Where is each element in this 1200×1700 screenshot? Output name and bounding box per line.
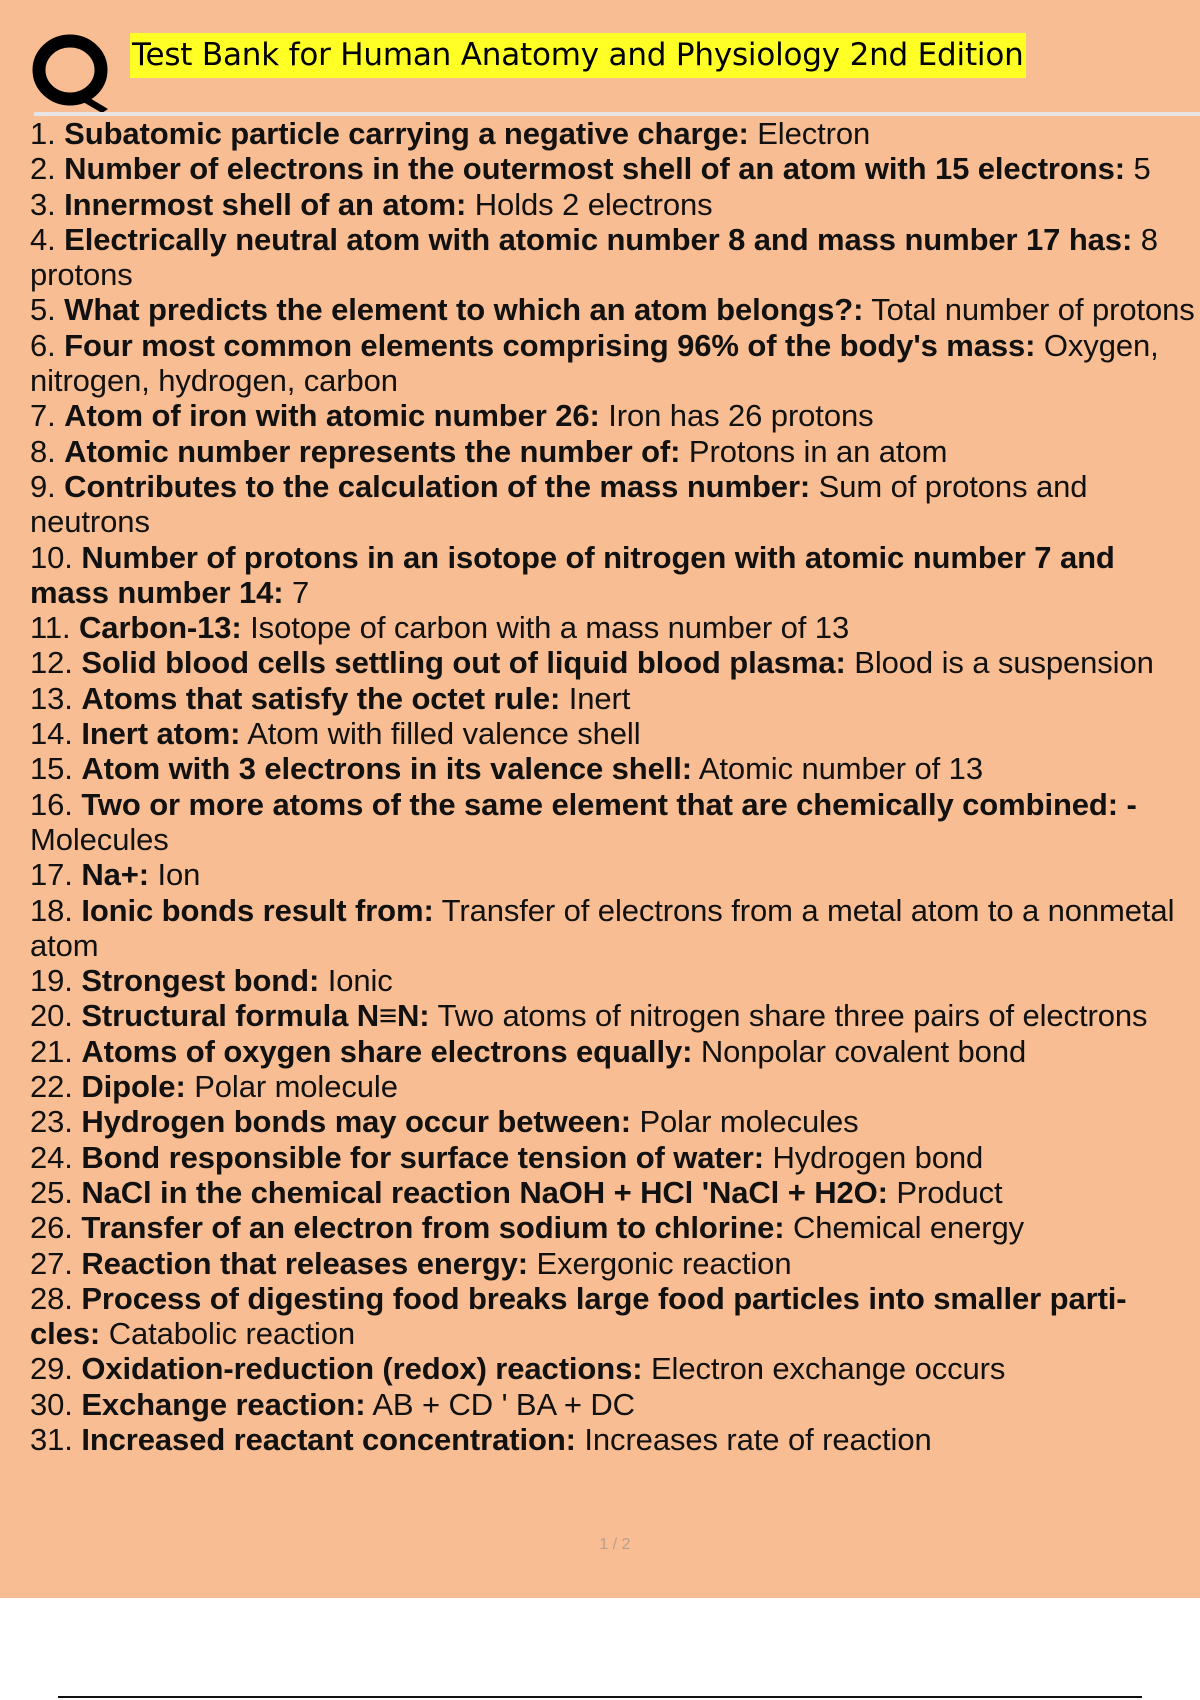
list-item [30,1422,1200,1457]
item-answer: Ion [157,857,201,893]
item-question: Carbon-13: [79,610,242,646]
item-answer: Atomic number of 13 [698,751,983,787]
item-number: 2. [30,151,56,187]
item-question: Increased reactant concentration: [81,1421,576,1457]
list-item [30,469,1200,540]
item-question: Structural formula N≡N: [81,998,430,1034]
list-item [30,151,1200,186]
item-number: 3. [30,186,56,222]
item-question: Atomic number represents the number of: [64,433,681,469]
list-item [30,1175,1200,1210]
item-question: Subatomic particle carrying a negative charge: [64,116,749,151]
q-logo-icon [32,33,110,113]
item-answer: Nonpolar covalent bond [700,1033,1027,1069]
item-answer: Protons in an atom [688,433,948,469]
list-item [30,787,1200,858]
item-answer: Holds 2 electrons [474,186,713,222]
item-answer: Electron exchange occurs [650,1351,1006,1387]
page-indicator: 1 / 2 [599,1536,631,1553]
item-number: 28. [30,1280,73,1316]
list-item [30,751,1200,786]
item-number: 6. [30,327,56,363]
item-answer: Oxygen, nitrogen, hydrogen, carbon [30,327,1168,399]
item-question: Exchange reaction: [81,1386,366,1422]
item-answer: Hydrogen bond [772,1139,984,1175]
item-question: Oxidation-reduction (redox) reactions: [81,1351,643,1387]
list-item [30,716,1200,751]
list-item [30,1140,1200,1175]
item-number: 23. [30,1104,73,1140]
item-answer: Ionic [327,963,393,999]
item-question: Hydrogen bonds may occur between: [81,1104,631,1140]
item-answer: Total number of protons [871,292,1195,328]
item-question: Atom with 3 electrons in its valence shell: [81,751,693,787]
list-item [30,292,1200,327]
item-answer: Transfer of electrons from a metal atom to a nonmetal atom [30,892,1183,963]
item-answer: 8 protons [30,221,1167,293]
item-number: 25. [30,1174,73,1210]
list-item [30,963,1200,998]
item-number: 1. [30,116,56,151]
item-number: 9. [30,468,56,504]
item-answer: Catabolic reaction [108,1316,356,1352]
item-number: 7. [30,398,56,434]
item-answer: Molecules [30,821,169,857]
item-question: Number of electrons in the outermost shell of an atom with 15 electrons: [64,151,1125,187]
item-answer: Sum of protons and neutrons [30,468,1096,540]
item-answer: Exergonic reaction [536,1245,792,1281]
item-number: 21. [30,1033,73,1069]
item-answer: AB + CD ' BA + DC [372,1386,635,1422]
item-number: 10. [30,539,73,575]
footer-divider [58,1696,1142,1698]
list-item [30,540,1200,611]
item-question: Transfer of an electron from sodium to chlorine: [81,1210,785,1246]
item-question: Atom of iron with atomic number 26: [64,398,600,434]
item-question: Inert atom: [81,716,241,752]
item-number: 4. [30,221,56,257]
item-number: 14. [30,716,73,752]
item-number: 19. [30,963,73,999]
item-question: Bond responsible for surface tension of water: [81,1139,764,1175]
item-question: Strongest bond: [81,963,320,999]
item-question: Na+: [81,857,149,893]
item-question: Ionic bonds result from: [81,892,434,928]
item-number: 31. [30,1421,73,1457]
item-number: 11. [30,610,71,646]
item-number: 26. [30,1210,73,1246]
item-number: 15. [30,751,73,787]
item-question: Atoms of oxygen share electrons equally: [81,1033,693,1069]
list-item [30,1246,1200,1281]
item-number: 24. [30,1139,73,1175]
item-number: 18. [30,892,73,928]
item-number: 5. [30,292,56,328]
item-answer: Two atoms of nitrogen share three pairs of electrons [437,998,1148,1034]
document-title: Test Bank for Human Anatomy and Physiology 2nd Edition [130,33,1026,78]
item-question: Process of digesting food breaks large food particles into smaller parti- cles: [30,1280,1136,1352]
item-number: 12. [30,645,73,681]
item-answer: Iron has 26 protons [608,398,874,434]
item-question: Atoms that satisfy the octet rule: [81,680,561,716]
list-item [30,1104,1200,1139]
item-number: 30. [30,1386,73,1422]
item-question: Two or more atoms of the same element that are chemically combined: - [81,786,1137,822]
item-question: Four most common elements comprising 96% of the body's mass: [64,327,1036,363]
item-answer: 5 [1133,151,1151,187]
list-item [30,116,1200,151]
list-item [30,681,1200,716]
list-item [30,893,1200,964]
list-item [30,1210,1200,1245]
item-question: NaCl in the chemical reaction NaOH + HCl 'NaCl + H2O: [81,1174,888,1210]
item-answer: Electron [757,116,871,151]
item-answer: 7 [292,574,310,610]
item-answer: Blood is a suspension [854,645,1154,681]
list-item [30,1387,1200,1422]
list-item [30,1281,1200,1352]
item-number: 17. [30,857,73,893]
item-answer: Product [896,1174,1003,1210]
question-list [30,116,1200,1457]
item-number: 29. [30,1351,73,1387]
item-question: Dipole: [81,1069,186,1105]
item-answer: Atom with filled valence shell [247,716,641,752]
item-answer: Isotope of carbon with a mass number of 13 [250,610,850,646]
item-number: 20. [30,998,73,1034]
item-answer: Chemical energy [792,1210,1025,1246]
list-item [30,1069,1200,1104]
item-question: Contributes to the calculation of the mass number: [64,468,811,504]
item-number: 16. [30,786,73,822]
list-item [30,398,1200,433]
item-question: Reaction that releases energy: [81,1245,528,1281]
list-item [30,645,1200,680]
list-item [30,187,1200,222]
list-item [30,222,1200,293]
list-item [30,1351,1200,1386]
item-question: What predicts the element to which an atom belongs?: [64,292,864,328]
item-number: 8. [30,433,56,469]
item-number: 13. [30,680,73,716]
item-number: 22. [30,1069,73,1105]
item-answer: Polar molecule [194,1069,398,1105]
list-item [30,857,1200,892]
item-number: 27. [30,1245,73,1281]
item-answer: Inert [568,680,631,716]
list-item [30,610,1200,645]
list-item [30,328,1200,399]
item-answer: Polar molecules [639,1104,859,1140]
item-question: Number of protons in an isotope of nitrogen with atomic number 7 and mass number 14: [30,539,1124,610]
item-answer: Increases rate of reaction [584,1421,932,1457]
item-question: Electrically neutral atom with atomic number 8 and mass number 17 has: [64,221,1133,257]
item-question: Solid blood cells settling out of liquid blood plasma: [81,645,846,681]
list-item [30,434,1200,469]
list-item [30,1034,1200,1069]
list-item [30,998,1200,1033]
item-question: Innermost shell of an atom: [64,186,467,222]
